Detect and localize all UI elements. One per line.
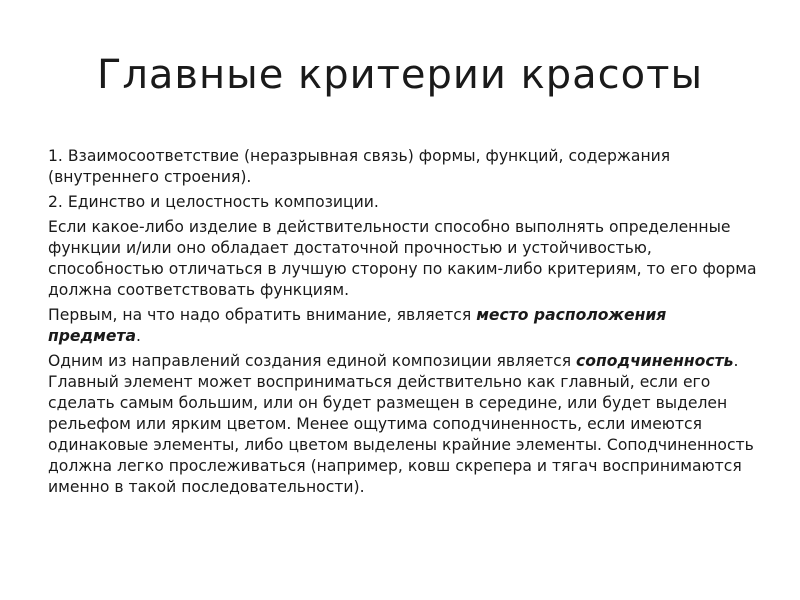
emphasis-subordination: соподчиненность [576, 352, 734, 370]
slide-title: Главные критерии красоты [96, 52, 704, 98]
paragraph-text: Одним из направлений создания единой композиции является [48, 352, 577, 370]
paragraph-criterion-1 [48, 146, 760, 188]
paragraph-text-end: . [136, 327, 141, 345]
paragraph-subordination [48, 351, 760, 498]
emphasis-location: место расположения предмета [48, 306, 667, 345]
paragraph-text: Если какое-либо изделие в действительности способно выполнять определенные функции и/или оно обладает достаточной прочностью и устойчивостью, способностью отличаться в лучшую сторону по каким-либо критериям, то его форма должна соответствовать функциям. [48, 218, 757, 299]
paragraph-text: 2. Единство и целостность композиции. [48, 193, 379, 211]
paragraph-form-function [48, 217, 760, 301]
paragraph-criterion-2 [48, 192, 760, 213]
paragraph-text: 1. Взаимосоответствие (неразрывная связь) формы, функций, содержания (внутреннего строения). [48, 147, 671, 186]
paragraph-text-end: . Главный элемент может восприниматься действительно как главный, если его сделать самым большим, или он будет размещен в середине, или будет выделен рельефом или ярким цветом. Менее ощутима соподчиненность, если имеются одинаковые элементы, либо цветом выделены крайние элементы. Соподчиненность должна легко прослеживаться (например, ковш скрепера и тягач воспринимаются именно в такой последовательности). [48, 352, 754, 496]
paragraph-location [48, 305, 760, 347]
slide-body [48, 146, 760, 502]
paragraph-text: Первым, на что надо обратить внимание, является [48, 306, 477, 324]
